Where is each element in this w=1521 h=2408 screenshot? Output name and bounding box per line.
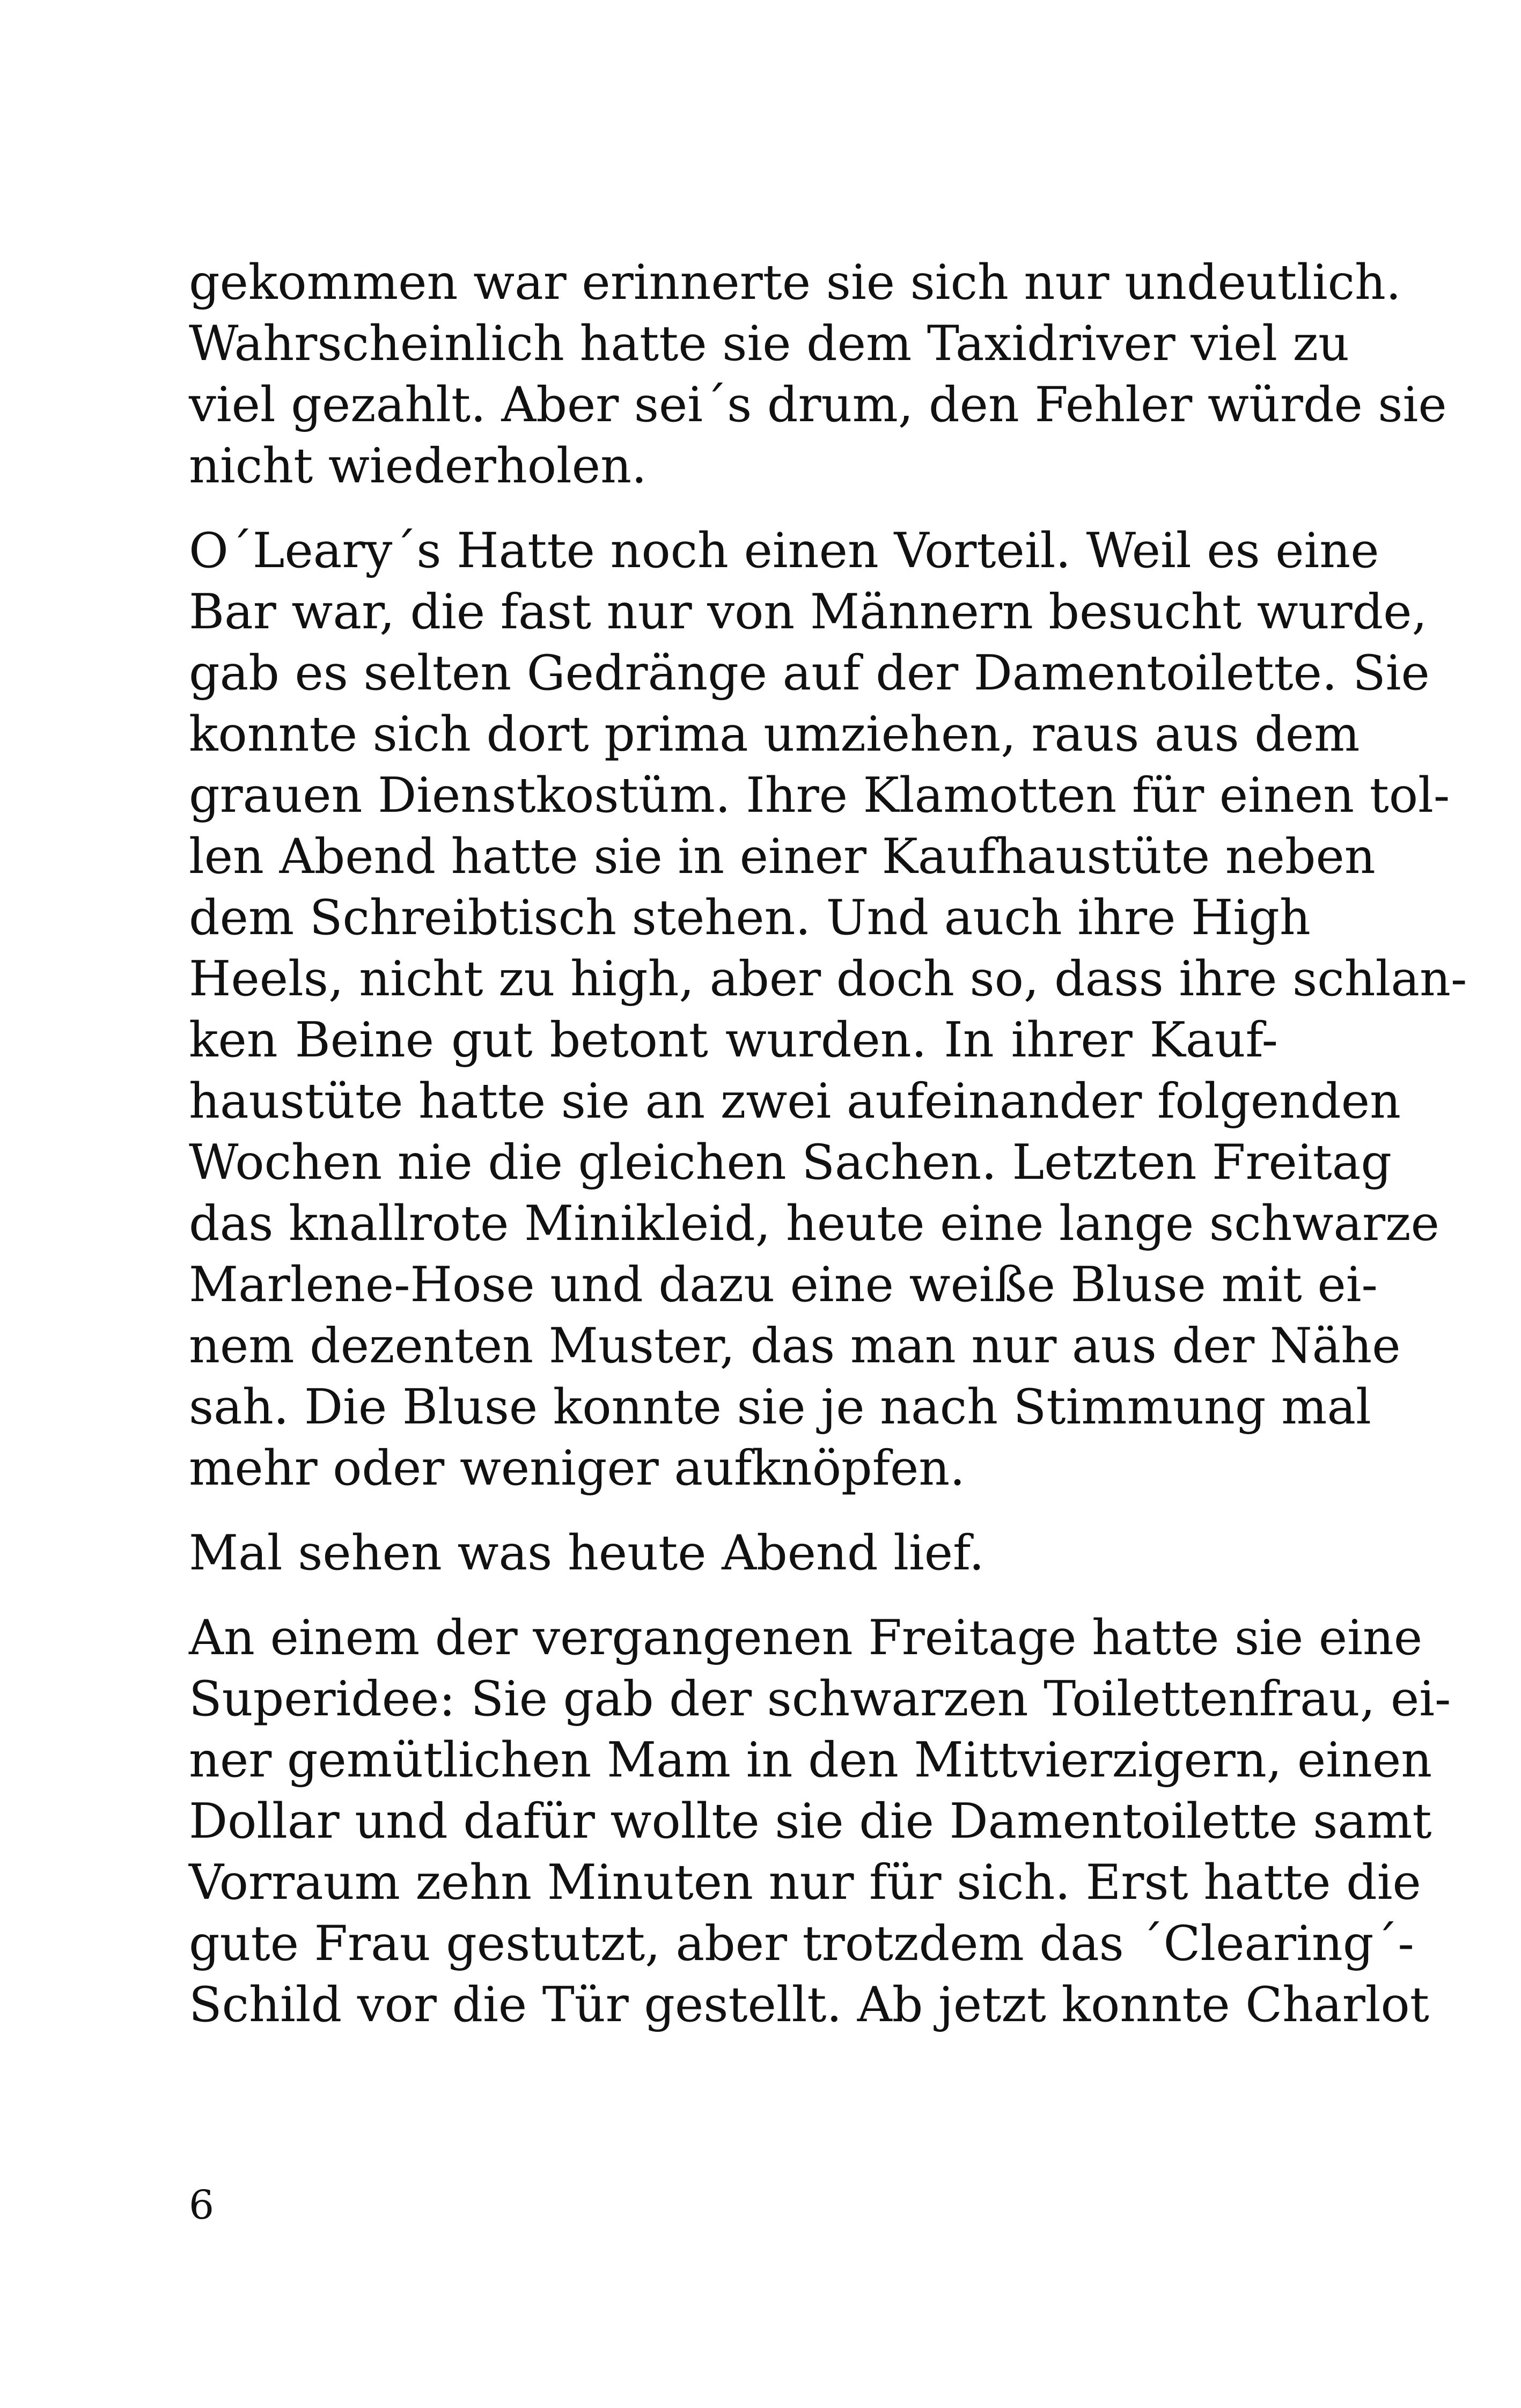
text-line: haustüte hatte sie an zwei aufeinander folgenden <box>189 1073 1401 1129</box>
text-line: Vorraum zehn Minuten nur für sich. Erst hatte die <box>189 1854 1421 1911</box>
text-line: gekommen war erinnerte sie sich nur undeutlich. <box>189 254 1401 311</box>
text-line: grauen Dienstkostüm. Ihre Klamotten für einen tol- <box>189 767 1450 824</box>
text-line: Heels, nicht zu high, aber doch so, dass ihre schlan- <box>189 951 1467 1007</box>
text-line: Superidee: Sie gab der schwarzen Toilettenfrau, ei- <box>189 1671 1451 1727</box>
text-line: Bar war, die fast nur von Männern besucht wurde, <box>189 584 1428 640</box>
text-line: len Abend hatte sie in einer Kaufhaustüte neben <box>189 828 1376 885</box>
paragraph-4 <box>189 1607 1451 2036</box>
body-text <box>189 252 1467 2036</box>
text-line: viel gezahlt. Aber sei´s drum, den Fehler würde sie <box>189 377 1447 433</box>
text-line: das knallrote Minikleid, heute eine lange schwarze <box>189 1195 1439 1252</box>
text-line: Dollar und dafür wollte sie die Damentoilette samt <box>189 1793 1432 1849</box>
text-line: Wochen nie die gleichen Sachen. Letzten Freitag <box>189 1134 1392 1191</box>
text-line: Marlene-Hose und dazu eine weiße Bluse mit ei- <box>189 1257 1378 1313</box>
paragraph-3 <box>189 1523 1278 1584</box>
paragraph-1 <box>189 252 1447 497</box>
text-line: ken Beine gut betont wurden. In ihrer Kauf- <box>189 1012 1278 1068</box>
text-line: gute Frau gestutzt, aber trotzdem das ´Clearing´- <box>189 1915 1414 1972</box>
text-line: An einem der vergangenen Freitage hatte sie eine <box>189 1610 1423 1666</box>
text-line: Mal sehen was heute Abend lief. <box>189 1525 984 1581</box>
text-line: Schild vor die Tür gestellt. Ab jetzt konnte Charlot <box>189 1977 1429 2033</box>
text-line: sah. Die Bluse konnte sie je nach Stimmung mal <box>189 1379 1371 1435</box>
text-line: konnte sich dort prima umziehen, raus aus dem <box>189 706 1360 762</box>
page-number: 6 <box>189 2182 215 2228</box>
text-line: ner gemütlichen Mam in den Mittvierzigern, einen <box>189 1732 1432 1788</box>
text-line: mehr oder weniger aufknöpfen. <box>189 1440 965 1496</box>
text-line: nem dezenten Muster, das man nur aus der Nähe <box>189 1318 1401 1374</box>
paragraph-2 <box>189 520 1467 1499</box>
text-line: gab es selten Gedränge auf der Damentoilette. Sie <box>189 645 1430 701</box>
text-line: nicht wiederholen. <box>189 438 647 494</box>
text-line: O´Leary´s Hatte noch einen Vorteil. Weil es eine <box>189 523 1379 579</box>
text-line: Wahrscheinlich hatte sie dem Taxidriver viel zu <box>189 315 1349 372</box>
text-line: dem Schreibtisch stehen. Und auch ihre High <box>189 890 1311 946</box>
